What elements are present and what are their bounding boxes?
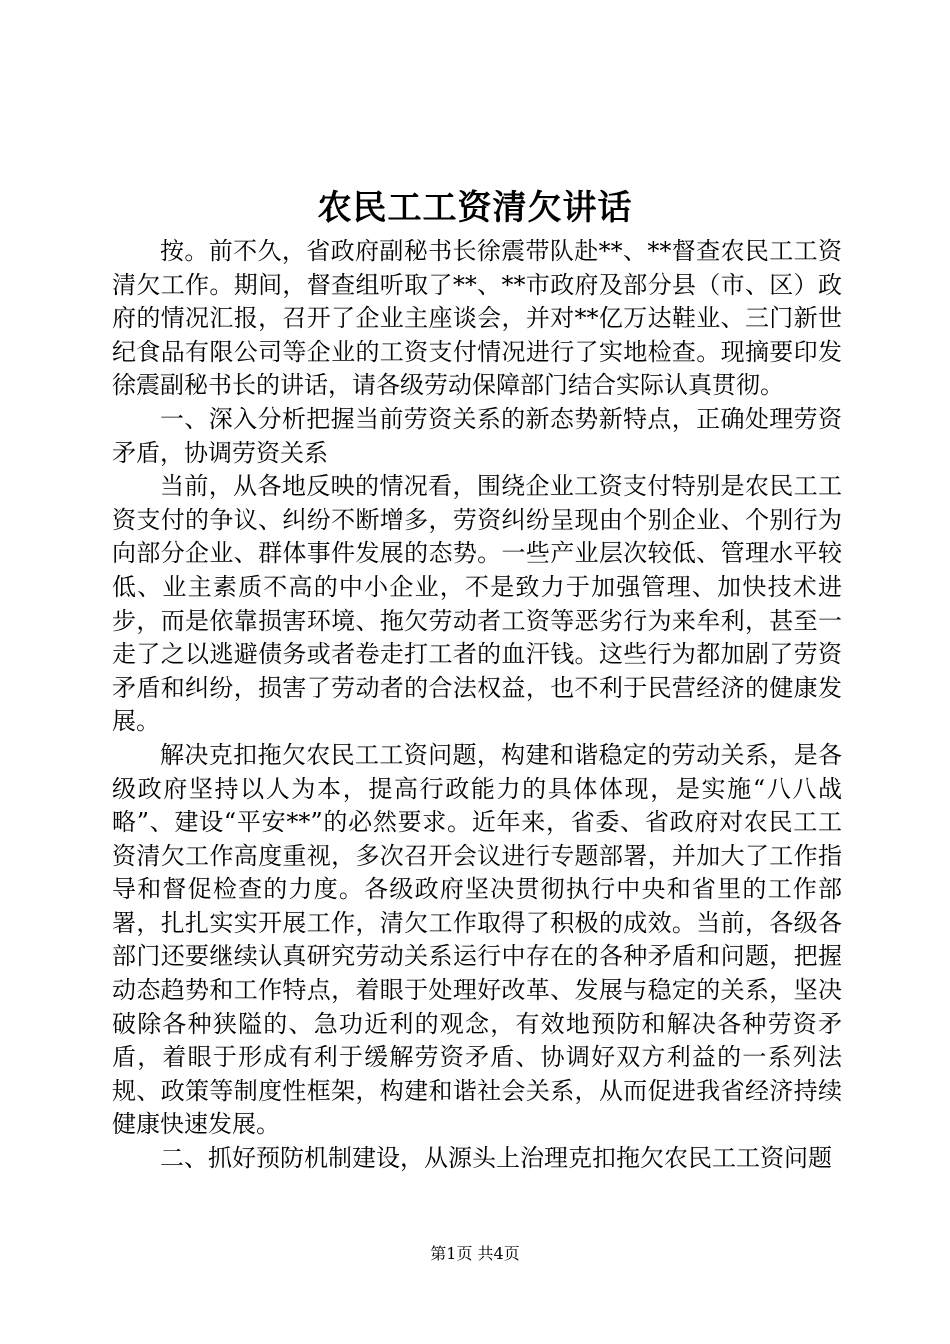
paragraph-intro: 按。前不久，省政府副秘书长徐震带队赴**、**督查农民工工资清欠工作。期间，督查组听取了**、**市政府及部分县（市、区）政府的情况汇报，召开了企业主座谈会，并对**亿万达鞋业、三门新世纪食品有限公司等企业的工资支付情况进行了实地检查。现摘要印发徐震副秘书长的讲话，请各级劳动保障部门结合实际认真贯彻。 (112, 237, 842, 400)
page-number-footer: 第1页 共4页 (430, 1244, 520, 1263)
section-heading-1: 一、深入分析把握当前劳资关系的新态势新特点，正确处理劳资矛盾，协调劳资关系 (112, 404, 842, 467)
section-heading-2: 二、抓好预防机制建设，从源头上治理克扣拖欠农民工工资问题 (160, 1144, 832, 1173)
document-title: 农民工工资清欠讲话 (317, 188, 633, 228)
paragraph-solution: 解决克扣拖欠农民工工资问题，构建和谐稳定的劳动关系，是各级政府坚持以人为本，提高行政能力的具体体现，是实施“八八战略”、建设“平安**”的必然要求。近年来，省委、省政府对农民工工资清欠工作高度重视，多次召开会议进行专题部署，并加大了工作指导和督促检查的力度。各级政府坚决贯彻执行中央和省里的工作部署，扎扎实实开展工作，清欠工作取得了积极的成效。当前，各级各部门还要继续认真研究劳动关系运行中存在的各种矛盾和问题，把握动态趋势和工作特点，着眼于处理好改革、发展与稳定的关系，坚决破除各种狭隘的、急功近利的观念，有效地预防和解决各种劳资矛盾，着眼于形成有利于缓解劳资矛盾、协调好双方利益的一系列法规、政策等制度性框架，构建和谐社会关系，从而促进我省经济持续健康快速发展。 (112, 740, 842, 1139)
paragraph-current-situation: 当前，从各地反映的情况看，围绕企业工资支付特别是农民工工资支付的争议、纠纷不断增多，劳资纠纷呈现由个别企业、个别行为向部分企业、群体事件发展的态势。一些产业层次较低、管理水平较低、业主素质不高的中小企业，不是致力于加强管理、加快技术进步，而是依靠损害环境、拖欠劳动者工资等恶劣行为来牟利，甚至一走了之以逃避债务或者卷走打工者的血汗钱。这些行为都加剧了劳资矛盾和纠纷，损害了劳动者的合法权益，也不利于民营经济的健康发展。 (112, 472, 842, 736)
document-body (112, 235, 842, 1176)
